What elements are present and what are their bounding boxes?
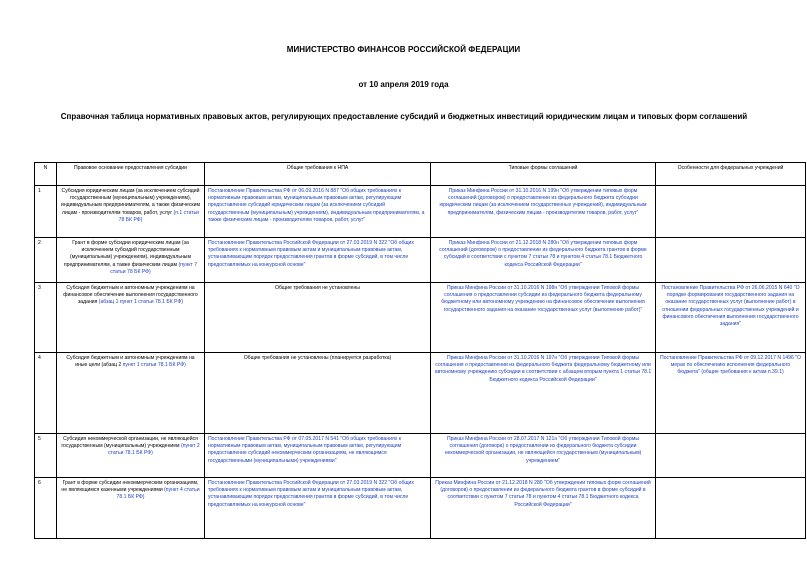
- table-header-row: [35, 163, 806, 186]
- row-requirements: Общие требования не установлены (планируется разработка): [205, 353, 431, 434]
- row-basis: [57, 353, 205, 434]
- table-row: [35, 238, 806, 283]
- row-number: 6: [35, 478, 57, 539]
- row-requirements-link[interactable]: Постановление Правительства Российской Федерации от 27.03.2019 N 322 "Об общих требованиях к нормативным правовым актам и муниципальным правовым актам, устанавливающим порядок предоставления грантов в форме субсидий, в том числе предоставляемых на конкурсной основе": [205, 238, 431, 283]
- document-date: от 10 апреля 2019 года: [358, 80, 449, 89]
- row-notes: [656, 238, 806, 283]
- table-row: [35, 434, 806, 478]
- basis-text: Субсидия некоммерческой организации, не являющейся государственным (муниципальным) учреждением: [61, 436, 198, 450]
- row-number: 4: [35, 353, 57, 434]
- row-forms-link[interactable]: Приказ Минфина России от 21.12.2018 N 280 "Об утверждении типовых форм соглашений (договоров) о предоставлении из федерального бюджета грантов в форме субсидий в соответствии с пунктом 7 статьи 78 и пунктом 4 статьи 78.1 Бюджетного кодекса Российской Федерации": [431, 478, 656, 539]
- basis-link[interactable]: пункт 1 статьи 78.1 БК РФ): [122, 362, 186, 369]
- header-basis: Правовое основание предоставления субсидии: [57, 163, 205, 186]
- header-forms: Типовые формы соглашений: [431, 163, 656, 186]
- row-notes: [656, 478, 806, 539]
- ministry-title: МИНИСТЕРСТВО ФИНАНСОВ РОССИЙСКОЙ ФЕДЕРАЦИИ: [286, 45, 521, 54]
- header-requirements: Общие требования к НПА: [205, 163, 431, 186]
- basis-text: Грант в форме субсидии некоммерческим организациям, не являющимся казенными учреждениями: [61, 480, 199, 494]
- row-basis: [57, 434, 205, 478]
- header-notes: Особенности для федеральных учреждений: [656, 163, 806, 186]
- row-forms-link[interactable]: Приказ Минфина России от 31.10.2016 N 199н "Об утверждении типовых форм соглашений (договоров) о предоставлении из федерального бюджета субсидии юридическим лицам (за исключением государственных учреждений), индивидуальным предпринимателям, физическим лицам - производителям товаров, работ, услуг": [431, 186, 656, 238]
- header-n: N: [35, 163, 57, 186]
- basis-text: Грант в форме субсидии юридическим лицам (за исключением субсидий государственным (муниципальным) учреждениям), индивидуальным предпринимателям, а также физическим лицам: [63, 240, 191, 268]
- row-requirements-link[interactable]: Постановление Правительства РФ от 06.09.2016 N 887 "Об общих требованиях к нормативным правовым актам, муниципальным правовым актам, регулирующим предоставление субсидий юридическим лицам (за исключением субсидий государственным (муниципальным) учреждениям), индивидуальным предпринимателям, а также физическим лицам - производителям товаров, работ, услуг": [205, 186, 431, 238]
- basis-link[interactable]: (абзац 1 пункт 1 статьи 78.1 БК РФ): [98, 299, 184, 306]
- row-basis: [57, 478, 205, 539]
- basis-link[interactable]: (пункт 4 статьи 78.1 БК РФ): [116, 487, 200, 501]
- row-basis: [57, 283, 205, 353]
- basis-link[interactable]: (п.1 статьи 78 БК РФ): [118, 209, 199, 223]
- reference-table: [34, 162, 806, 539]
- row-notes-link[interactable]: Постановление Правительства РФ от 26.06.2015 N 640 "О порядке формирования государственного задания на оказание государственных услуг (выполнение работ) в отношении федеральных государственных учреждений и финансового обеспечения выполнения государственного задания": [656, 283, 806, 353]
- row-notes: [656, 186, 806, 238]
- row-basis: [57, 186, 205, 238]
- row-forms-link[interactable]: Приказ Минфина России от 21.12.2018 N 280н "Об утверждении типовых форм соглашений (договоров) о предоставлении из федерального бюджета грантов в форме субсидий в соответствии с пунктом 7 статьи 78 и пунктом 4 статьи 78.1 Бюджетного кодекса Российской Федерации": [431, 238, 656, 283]
- basis-link[interactable]: (пункт 7 статьи 78 БК РФ): [110, 261, 198, 275]
- row-forms-link[interactable]: Приказ Минфина России от 31.10.2016 N 198н "Об утверждении Типовой формы соглашения о предоставлении субсидии из федерального бюджета федеральному бюджетному или автономному учреждению на финансовое обеспечение выполнения государственного задания на оказание государственных услуг (выполнение работ)": [431, 283, 656, 353]
- row-notes: [656, 434, 806, 478]
- row-requirements-link[interactable]: Постановление Правительства Российской Федерации от 27.03.2019 N 322 "Об общих требованиях к нормативным правовым актам и муниципальным правовым актам, устанавливающим порядок предоставления грантов в форме субсидий, в том числе предоставляемых на конкурсной основе": [205, 478, 431, 539]
- basis-link[interactable]: (пункт 2 статьи 78.1 БК РФ): [108, 443, 200, 457]
- row-number: 2: [35, 238, 57, 283]
- table-row: [35, 283, 806, 353]
- row-number: 1: [35, 186, 57, 238]
- table-row: [35, 353, 806, 434]
- basis-text: Субсидия юридическим лицам (за исключением субсидий государственным (муниципальным) учреждениям), индивидуальным предпринимателям, а также физическим лицам - производителям товаров, работ, услуг: [60, 188, 200, 216]
- table-row: [35, 186, 806, 238]
- row-notes-link[interactable]: Постановление Правительства РФ от 09.12.2017 N 1496 "О мерах по обеспечению исполнения федерального бюджета" (общие требования к актам п.39.1): [656, 353, 806, 434]
- row-number: 3: [35, 283, 57, 353]
- row-requirements: Общие требования не установлены: [205, 283, 431, 353]
- row-number: 5: [35, 434, 57, 478]
- document-title: Справочная таблица нормативных правовых актов, регулирующих предоставление субсидий и бюджетных инвестиций юридическим лицам и типовых форм соглашений: [60, 112, 748, 121]
- basis-text: Субсидия бюджетным и автономным учреждениям на иные цели (абзац 2: [66, 355, 195, 369]
- row-requirements-link[interactable]: Постановление Правительства РФ от 07.05.2017 N 541 "Об общих требованиях к нормативным правовым актам, муниципальным правовым актам, регулирующим предоставление субсидий некоммерческим организациям, не являющимся государственными (муниципальными) учреждениями": [205, 434, 431, 478]
- row-forms-link[interactable]: Приказ Минфина России от 31.10.2016 N 197н "Об утверждении Типовой формы соглашения о предоставлении из федерального бюджета федеральному бюджетному или автономному учреждению субсидии в соответствии с абзацем вторым пункта 1 статьи 78.1 Бюджетного кодекса Российской Федерации": [431, 353, 656, 434]
- table-row: [35, 478, 806, 539]
- basis-text: Субсидия бюджетным и автономным учреждениям на финансовое обеспечение выполнения государственного задания: [63, 285, 198, 306]
- row-basis: [57, 238, 205, 283]
- row-forms-link[interactable]: Приказ Минфина России от 28.07.2017 N 121н "Об утверждении Типовой формы соглашения (договора) о предоставлении из федерального бюджета субсидии некоммерческой организации, не являющейся государственным (муниципальным) учреждением": [431, 434, 656, 478]
